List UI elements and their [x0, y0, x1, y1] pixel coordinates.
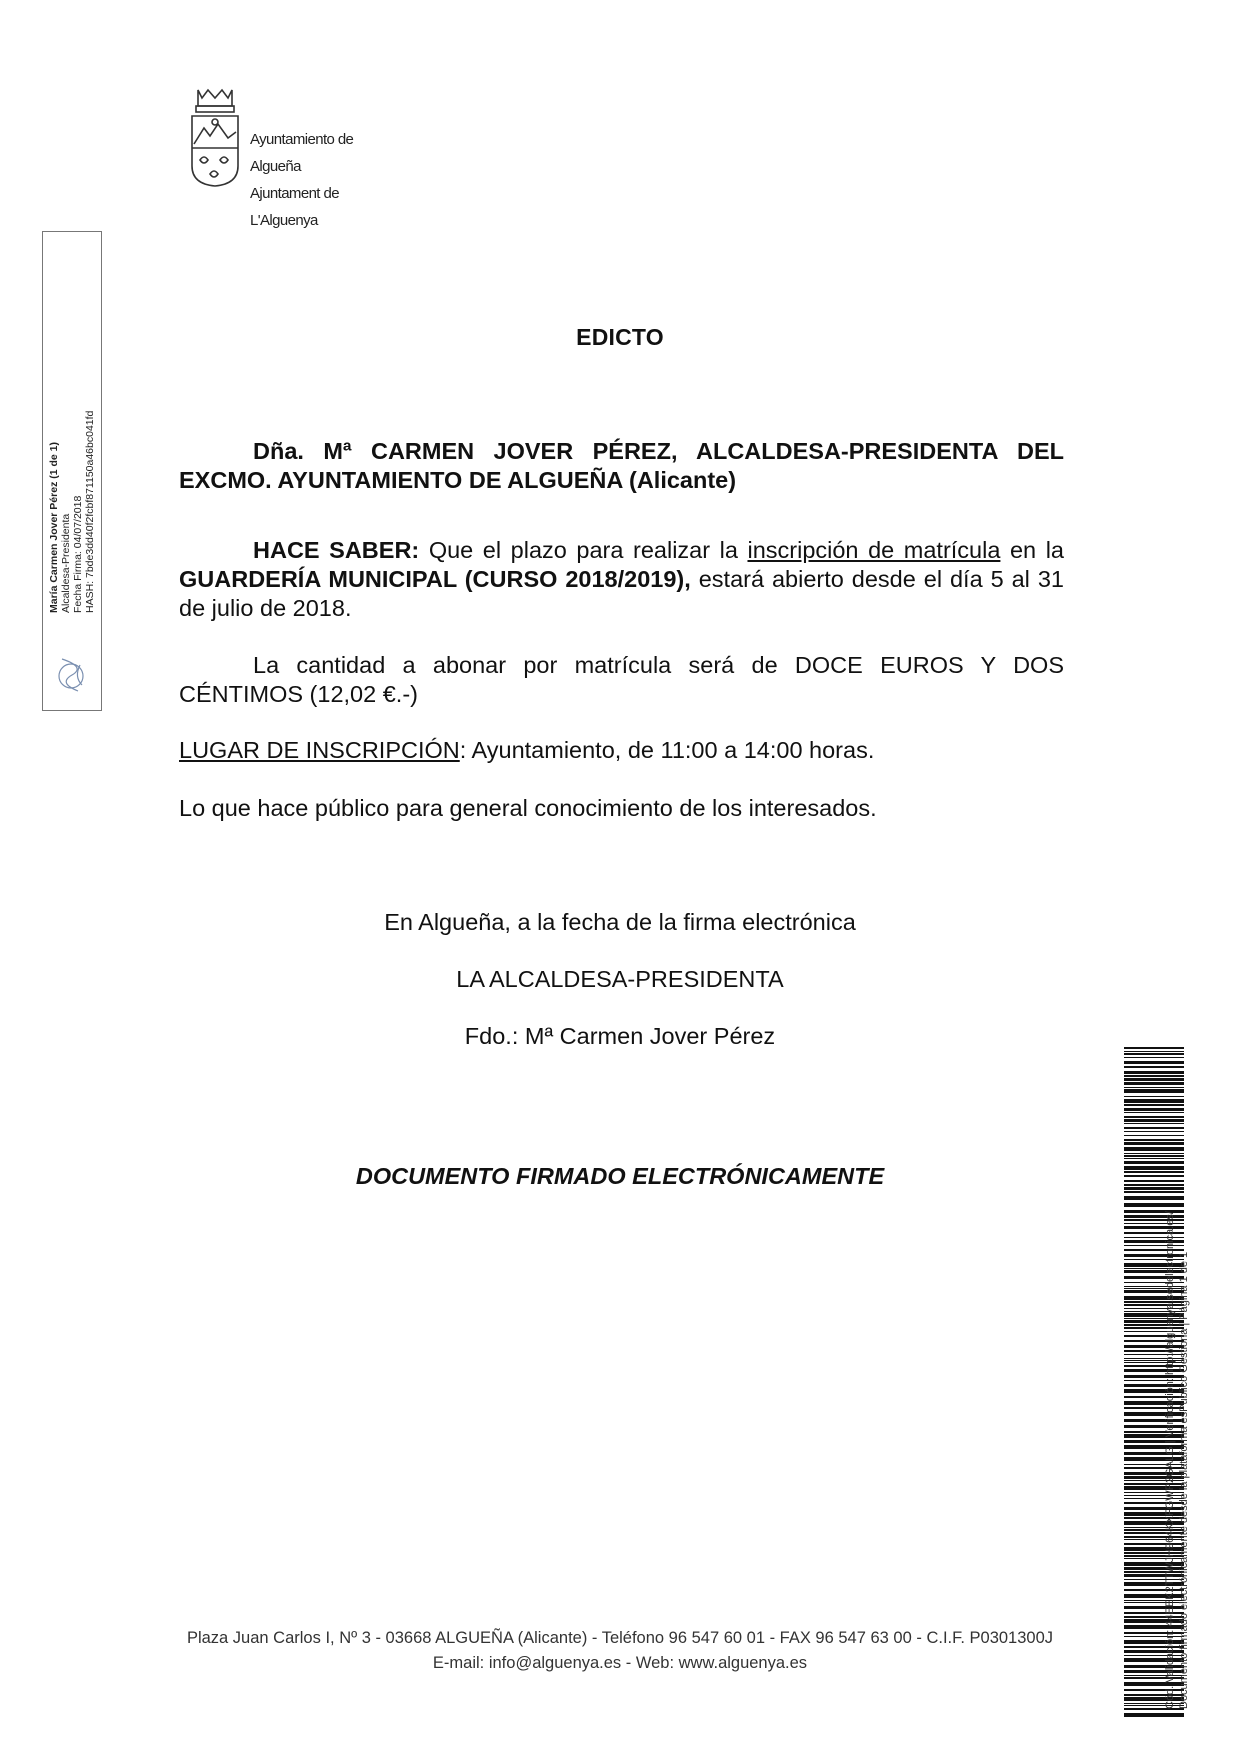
signer-title: LA ALCALDESA-PRESIDENTA [456, 966, 784, 992]
validation-line-1: Cód. Validación: 44EEK2TTWJH964KXFGWP2GALG | Verificación: http://alguenya.sedelectronica.es/ [1164, 1211, 1176, 1709]
lugar-label: LUGAR DE INSCRIPCIÓN [179, 737, 460, 763]
municipal-logo [184, 86, 384, 229]
hace-saber-label: HACE SABER: [253, 537, 420, 563]
validation-text [1163, 1049, 1197, 1709]
intro-text: Dña. Mª CARMEN JOVER PÉREZ, ALCALDESA-PRESIDENTA DEL EXCMO. AYUNTAMIENTO DE ALGUEÑA (Alicante) [179, 438, 1064, 493]
guarderia-bold: GUARDERÍA MUNICIPAL (CURSO 2018/2019), [179, 566, 691, 592]
logo-line-1: Ayuntamiento de Algueña [250, 131, 354, 175]
signer-name: María Carmen Jover Pérez (1 de 1) [48, 442, 60, 613]
validation-line-2: Documento firmado electrónicamente desde la plataforma esPublico Gestiona | Página 1 de 1 [1178, 1251, 1190, 1709]
lugar-paragraph [179, 736, 1064, 765]
signed-notice: DOCUMENTO FIRMADO ELECTRÓNICAMENTE [355, 1163, 885, 1189]
signer-role: Alcaldesa-Presidenta [60, 513, 72, 613]
lugar-text: : Ayuntamiento, de 11:00 a 14:00 horas. [459, 737, 875, 763]
footer-contact: E-mail: info@alguenya.es - Web: www.alguenya.es [432, 1654, 808, 1672]
signature-box [42, 231, 102, 711]
signature-seal-icon [52, 657, 90, 695]
signer-signature-name: Fdo.: Mª Carmen Jover Pérez [464, 1023, 776, 1049]
logo-text [250, 126, 384, 234]
cantidad-paragraph [179, 651, 1064, 709]
intro-paragraph [179, 437, 1064, 495]
signature-hash: HASH: 7bde3dd40f2fcbf871150a46bc041fd [84, 410, 96, 613]
place-date: En Algueña, a la fecha de la firma electrónica [384, 909, 856, 935]
cantidad-text: La cantidad a abonar por matrícula será de DOCE EUROS Y DOS CÉNTIMOS (12,02 €.-) [179, 652, 1064, 707]
document-title: EDICTO [576, 324, 664, 350]
hace-saber-paragraph [179, 536, 1064, 623]
coat-of-arms-icon [184, 86, 246, 188]
barcode-bar [1124, 1713, 1184, 1717]
publico-paragraph: Lo que hace público para general conocimiento de los interesados. [179, 795, 877, 821]
signature-date: Fecha Firma: 04/07/2018 [72, 495, 84, 613]
hace-saber-text-2: en la [1000, 537, 1064, 563]
hace-saber-text-1: Que el plazo para realizar la [419, 537, 748, 563]
footer-address: Plaza Juan Carlos I, Nº 3 - 03668 ALGUEÑA (Alicante) - Teléfono 96 547 60 01 - FAX 96 547 63 00 - C.I.F. P0301300J [186, 1629, 1054, 1647]
inscripcion-underlined: inscripción de matrícula [747, 537, 1001, 563]
logo-line-2: Ajuntament de L'Alguenya [250, 185, 339, 229]
hace-saber-text-3: estará abierto desde el día 5 al 31 de julio de 2018. [179, 566, 1064, 621]
